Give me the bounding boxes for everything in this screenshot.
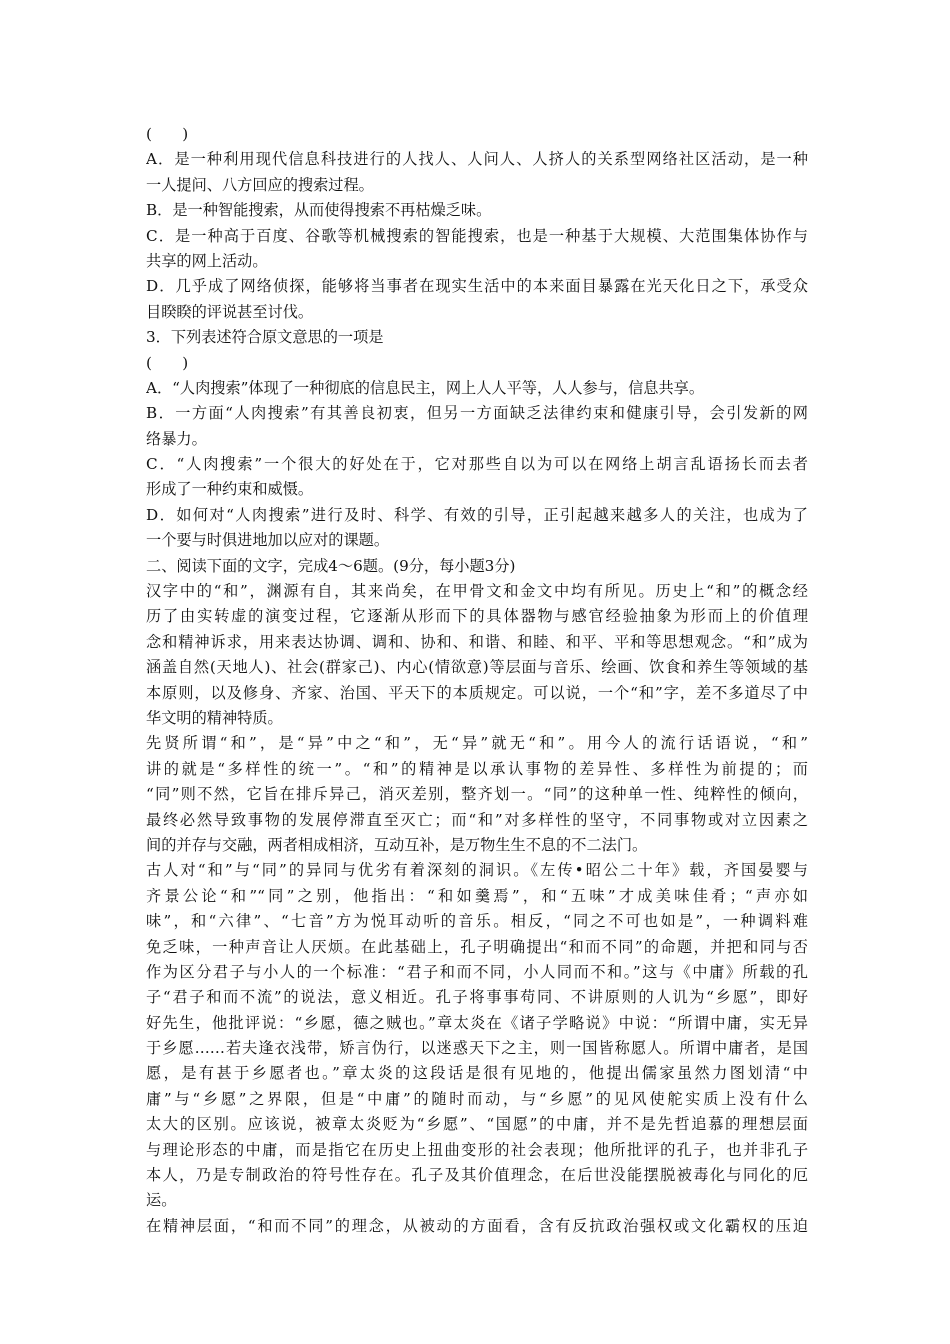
text-line: 历了由实转虚的演变过程，它逐渐从形而下的具体器物与感官经验抽象为形而上的价值理 <box>146 607 808 626</box>
text-line: A．“人肉搜索”体现了一种彻底的信息民主，网上人人平等，人人参与，信息共享。 <box>146 378 705 397</box>
text-line: 华文明的精神特质。 <box>146 708 283 727</box>
text-line: 本人，乃是专制政治的符号性存在。孔子及其价值理念，在后世没能摆脱被毒化与同化的厄 <box>146 1166 808 1185</box>
text-line: 目睽睽的评说甚至讨伐。 <box>146 302 314 321</box>
text-line: 运。 <box>146 1191 177 1210</box>
text-line: 太大的区别。应该说，被章太炎贬为“乡愿”、“国愿”的中庸，并不是先哲追慕的理想层面 <box>146 1115 808 1134</box>
text-line: 先贤所谓“和”，是“异”中之“和”，无“异”就无“和”。用今人的流行话语说，“和” <box>146 734 808 753</box>
text-line: 齐景公论“和”“同”之别，他指出：“和如羹焉”，和“五味”才成美味佳肴；“声亦如 <box>146 886 808 905</box>
text-line: 汉字中的“和”，渊源有自，其来尚矣，在甲骨文和金文中均有所见。历史上“和”的概念经 <box>146 582 808 601</box>
text-line: 子“君子和而不流”的说法，意义相近。孔子将事事苟同、不讲原则的人讥为“乡愿”，即好 <box>146 988 808 1007</box>
text-line: C．是一种高于百度、谷歌等机械搜索的智能搜索，也是一种基于大规模、大范围集体协作与 <box>146 226 808 245</box>
text-line: 络暴力。 <box>146 429 207 448</box>
text-line: ( ) <box>146 125 189 143</box>
text-line: 间的并存与交融，两者相成相济，互动互补，是万物生生不息的不二法门。 <box>146 835 648 854</box>
text-line: C．“人肉搜索”一个很大的好处在于，它对那些自以为可以在网络上胡言乱语扬长而去者 <box>146 455 808 474</box>
text-line: 3．下列表述符合原文意思的一项是 <box>146 328 384 347</box>
text-line: D．几乎成了网络侦探，能够将当事者在现实生活中的本来面目暴露在光天化日之下，承受众 <box>146 277 808 296</box>
text-line: “同”则不然，它旨在排斥异己，消灭差别，整齐划一。“同”的这种单一性、纯粹性的倾向， <box>146 785 808 804</box>
text-line: 与理论形态的中庸，而是指它在历史上扭曲变形的社会表现；他所批评的孔子，也并非孔子 <box>146 1140 808 1159</box>
text-line: 在精神层面，“和而不同”的理念，从被动的方面看，含有反抗政治强权或文化霸权的压迫 <box>146 1216 808 1235</box>
text-line: 讲的就是“多样性的统一”。“和”的精神是以承认事物的差异性、多样性为前提的；而 <box>146 759 808 778</box>
text-line: 一个要与时俱进地加以应对的课题。 <box>146 531 389 550</box>
text-line: 念和精神诉求，用来表达协调、调和、协和、和谐、和睦、和平、平和等思想观念。“和”成为 <box>146 632 808 651</box>
text-line: A．是一种利用现代信息科技进行的人找人、人问人、人挤人的关系型网络社区活动，是一种 <box>146 150 808 169</box>
text-line: 二、阅读下面的文字，完成4～6题。(9分，每小题3分) <box>146 556 516 575</box>
text-line: 共享的网上活动。 <box>146 251 268 270</box>
text-line: 一人提问、八方回应的搜索过程。 <box>146 175 374 194</box>
text-line: 好先生，他批评说：“乡愿，德之贼也。”章太炎在《诸子学略说》中说：“所谓中庸，实无异 <box>146 1013 808 1032</box>
document-page <box>146 122 808 1239</box>
text-line: 最终必然导致事物的发展停滞直至灭亡；而“和”对多样性的坚守，不同事物或对立因素之 <box>146 810 808 829</box>
text-line: 作为区分君子与小人的一个标准：“君子和而不同，小人同而不和。”这与《中庸》所载的孔 <box>146 962 808 981</box>
text-line: 愿，是有甚于乡愿者也。”章太炎的这段话是很有见地的，他提出儒家虽然力图划清“中 <box>146 1064 808 1083</box>
text-line: 免乏味，一种声音让人厌烦。在此基础上，孔子明确提出“和而不同”的命题，并把和同与否 <box>146 937 808 956</box>
text-line: 本原则，以及修身、齐家、治国、平天下的本质规定。可以说，一个“和”字，差不多道尽了中 <box>146 683 808 702</box>
text-line: 形成了一种约束和威慑。 <box>146 480 314 499</box>
text-line: 古人对“和”与“同”的异同与优劣有着深刻的洞识。《左传•昭公二十年》载，齐国晏婴与 <box>146 861 808 880</box>
text-line: B．一方面“人肉搜索”有其善良初衷，但另一方面缺乏法律约束和健康引导，会引发新的网 <box>146 404 808 423</box>
text-line: D．如何对“人肉搜索”进行及时、科学、有效的引导，正引起越来越多人的关注，也成为了 <box>146 505 808 524</box>
text-line: 庸”与“乡愿”之界限，但是“中庸”的随时而动，与“乡愿”的见风使舵实质上没有什么 <box>146 1089 808 1108</box>
text-line: ( ) <box>146 353 189 372</box>
text-line: 涵盖自然(天地人)、社会(群家己)、内心(情欲意)等层面与音乐、绘画、饮食和养生等领域的基 <box>146 658 808 677</box>
text-line: 于乡愿……若夫逢衣浅带，矫言伪行，以迷惑天下之主，则一国皆称愿人。所谓中庸者，是国 <box>146 1039 808 1058</box>
text-line: B．是一种智能搜索，从而使得搜索不再枯燥乏味。 <box>146 201 492 220</box>
text-line: 味”，和“六律”、“七音”方为悦耳动听的音乐。相反，“同之不可也如是”，一种调料难 <box>146 912 808 931</box>
